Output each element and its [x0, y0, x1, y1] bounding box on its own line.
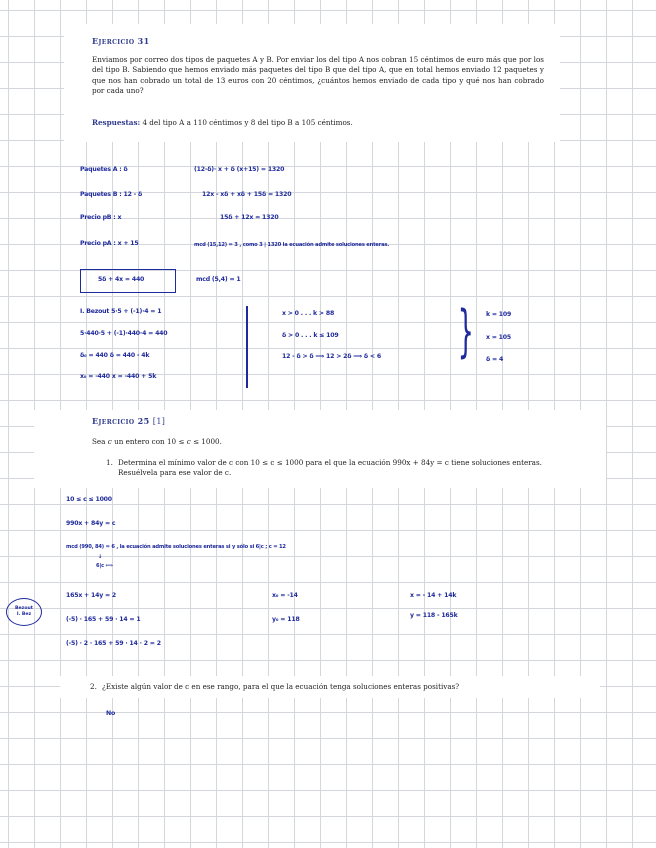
hw-bezout-identity: (-5) · 165 + 59 · 14 = 1	[66, 616, 141, 623]
hw-bezout-1: I. Bezout 5·5 + (-1)·4 = 1	[80, 308, 162, 315]
hw-precio-b: Precio pB : x	[80, 214, 122, 221]
hw-mcd-990-84: mcd (990, 84) = 6 , la ecuación admite soluciones enteras si y sólo si 6|c ; c = 12	[66, 544, 286, 550]
hw-eq-3: 15δ + 12x = 1320	[220, 214, 279, 221]
exercise-25-ref: [1]	[152, 417, 166, 426]
answer-text: 4 del tipo A a 110 céntimos y 8 del tipo B a 105 céntimos.	[142, 118, 353, 127]
stamp-line-1: Bezout	[15, 606, 33, 611]
exercise-25-title-text: Ejercicio 25	[92, 416, 150, 426]
hw-mcd-5-4: mcd (5,4) = 1	[196, 276, 241, 283]
hw-boxed-equation: 5δ + 4x = 440	[98, 276, 145, 283]
exercise-31-statement: Enviamos por correo dos tipos de paquetes A y B. Por enviar los del tipo A nos cobran 15 céntimos de euro más que por los del tipo B. Sabiendo que hemos enviado más paquetes del tipo B que del tipo A, que en total hemos enviado 12 paquetes y que nos han cobrado un total de 13 euros con 20 céntimos, ¿cuántos hemos enviado de cada tipo y qué nos han cobrado por cada uno?	[92, 55, 544, 96]
intro-part-d: ≤ 1000.	[190, 437, 222, 446]
exercise-31-answer	[92, 118, 353, 127]
item-1-text: Determina el mínimo valor de c con 10 ≤ c ≤ 1000 para el que la ecuación 990x + 84y = c tiene soluciones enteras. Resuélvela para ese valor de c.	[118, 458, 542, 478]
hw-delta-value: δ = 4	[486, 356, 504, 363]
hw-bezout-2: 5·440·5 + (-1)·440·4 = 440	[80, 330, 168, 337]
hw-x0: x₀ = -14	[272, 592, 298, 599]
stamp-line-2: I. Bez	[16, 612, 32, 617]
hw-x-value: x = 105	[486, 334, 511, 341]
exercise-25-title	[92, 416, 165, 426]
intro-part-a: Sea	[92, 437, 108, 446]
hw-cond-x: x > 0 . . . k > 88	[282, 310, 335, 317]
hw-x-general: x₀ = -440 x = -440 + 5k	[80, 373, 157, 380]
hw-y0: y₀ = 118	[272, 616, 300, 623]
hw-arrow: ↓	[98, 554, 103, 560]
hw-precio-a: Precio pA : x + 15	[80, 240, 139, 247]
hw-eq-2: 12x - xδ + xδ + 15δ = 1320	[202, 191, 292, 198]
hw-right-brace: }	[457, 299, 474, 364]
exercise-25-item-2	[90, 682, 582, 692]
item-1-number: 1.	[106, 458, 113, 467]
intro-var-c2: c	[186, 437, 191, 446]
answer-label: Respuestas:	[92, 118, 141, 127]
hw-x-general-2: x = - 14 + 14k	[410, 592, 457, 599]
hw-reduced-eq: 165x + 14y = 2	[66, 592, 117, 599]
hw-k-value: k = 109	[486, 311, 512, 318]
item-2-text: ¿Existe algún valor de c en ese rango, para el que la ecuación tenga soluciones enteras positivas?	[102, 682, 460, 691]
hw-paquetes-a: Paquetes A : δ	[80, 166, 128, 173]
hw-divider-line	[246, 306, 248, 388]
hw-mcd-note: mcd (15,12) = 3 , como 3 | 1320 la ecuación admite soluciones enteras.	[194, 242, 390, 248]
hw-delta-general: δ₀ = 440 δ = 440 - 4k	[80, 352, 150, 359]
hw-eq-1: (12-δ)· x + δ (x+15) = 1320	[194, 166, 285, 173]
intro-var-c: c	[107, 437, 112, 446]
hw-answer-no: No	[106, 710, 116, 717]
intro-part-b: un entero con 10 ≤	[111, 437, 187, 446]
hw-equation: 990x + 84y = c	[66, 520, 116, 527]
hw-y-general-2: y = 118 - 165k	[410, 612, 458, 619]
item-2-number: 2.	[90, 682, 97, 691]
hw-bezout-times-2: (-5) · 2 · 165 + 59 · 14 · 2 = 2	[66, 640, 161, 647]
hw-cond-ineq: 12 - δ > δ ⟹ 12 > 2δ ⟹ δ < 6	[282, 353, 381, 360]
hw-cond-delta: δ > 0 . . . k ≤ 109	[282, 332, 339, 339]
exercise-31-title: Ejercicio 31	[92, 36, 150, 46]
exercise-25-item-1	[106, 458, 548, 479]
hw-bezout-circle-note	[6, 598, 42, 626]
hw-paquetes-b: Paquetes B : 12 - δ	[80, 191, 143, 198]
hw-range: 10 ≤ c ≤ 1000	[66, 496, 112, 503]
hw-divides-note: 6|c ⟺	[96, 563, 113, 569]
exercise-25-intro	[92, 437, 222, 447]
